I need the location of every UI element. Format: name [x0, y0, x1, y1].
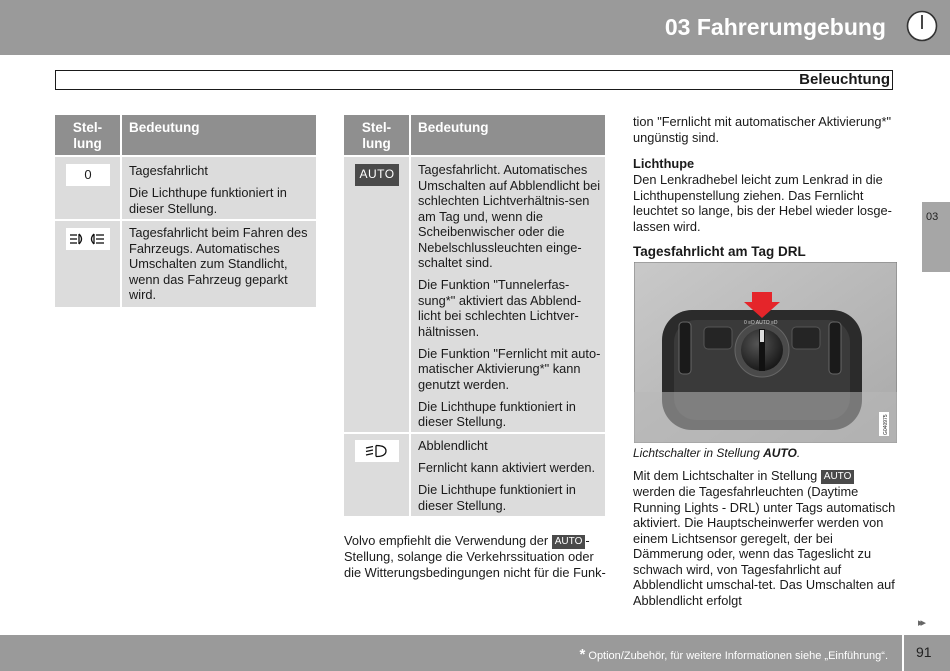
table-mid-header-meaning: [411, 115, 605, 155]
chapter-tab-label: 03: [926, 211, 939, 223]
auto-badge: AUTO: [552, 535, 586, 549]
header-label: Stel- lung: [72, 120, 103, 151]
lichthupe-text: Den Lenkradhebel leicht zum Lenkrad in die Lichthupenstellung ziehen. Das Fernlicht leuchtet so lange, bis der Hebel wieder losge-lassen wird.: [633, 172, 892, 234]
row-text: Tagesfahrlicht. Automatisches Umschalten auf Abblendlicht bei schlechten Lichtverhältnis-sen am Tag und, wenn die Scheibenwischer oder die Nebelschlussleuchten einge-schaltet sind.: [418, 162, 601, 270]
footnote: * Option/Zubehör, für weitere Informationen siehe „Einführung“.: [579, 646, 888, 663]
table-row: [55, 157, 120, 219]
table-left-header-position: [55, 115, 120, 155]
next-page-arrow-icon[interactable]: ▸▸: [918, 617, 924, 629]
row-text: Fernlicht kann aktiviert werden.: [418, 460, 596, 475]
table-row: [411, 157, 605, 432]
table-row: [122, 157, 316, 219]
row-text: Tagesfahrlicht: [129, 163, 208, 178]
header-label: Stel- lung: [361, 120, 392, 151]
chapter-title: 03 Fahrerumgebung: [664, 14, 886, 40]
compass-icon: [906, 10, 938, 42]
header-label: Bedeutung: [129, 120, 200, 135]
recommendation-text: Volvo empfiehlt die Verwendung der AUTO -Stellung, solange die Verkehrssituation oder die Witterungsbedingungen nicht für die Funk-: [344, 533, 606, 580]
svg-text:0 ≡D AUTO ≡D: 0 ≡D AUTO ≡D: [744, 320, 778, 326]
table-row: [55, 221, 120, 307]
photo-code: G040975: [883, 414, 889, 435]
low-beam-icon: [355, 440, 399, 462]
table-row: [344, 157, 409, 432]
drl-body-text: Mit dem Lichtschalter in Stellung AUTO werden die Tagesfahrleuchten (Daytime Running Lights - DRL) unter Tags automatisch aktiviert. Die Hauptscheinwerfer werden von einem Lichtsensor geregelt, der bei Dämmerung oder, wenn das Tageslicht zu schwach wird, von Tagesfahrlicht auf Abblendlicht umschal-tet. Das Umschalten auf Abblendlicht erfolgt: [633, 468, 896, 608]
page-number-box: [902, 635, 950, 671]
chapter-tab[interactable]: [922, 202, 950, 272]
row-text: Die Funktion "Tunnelerfas-sung*" aktiviert das Abblend-licht bei schlechten Lichtver-hältnissen.: [418, 277, 582, 339]
section-title: Beleuchtung: [799, 71, 890, 88]
auto-symbol: AUTO: [355, 164, 399, 186]
photo-caption: Lichtschalter in Stellung AUTO.: [633, 446, 801, 460]
section-frame: [55, 70, 893, 90]
lichthupe-heading: Lichthupe: [633, 156, 695, 171]
row-text: Die Lichthupe funktioniert in dieser Stellung.: [418, 398, 576, 429]
page-number: 91: [916, 644, 932, 660]
table-mid-header-position: [344, 115, 409, 155]
position-zero-symbol: 0: [66, 164, 110, 186]
table-left-header-meaning: [122, 115, 316, 155]
parking-light-icon: [66, 228, 110, 250]
row-text: Abblendlicht: [418, 438, 488, 453]
row-text: Die Lichthupe funktioniert in dieser Stellung.: [129, 185, 287, 216]
auto-badge: AUTO: [821, 470, 855, 484]
table-row: [411, 434, 605, 516]
continued-text: tion "Fernlicht mit automatischer Aktivierung*" ungünstig sind.: [633, 114, 892, 145]
table-row: [122, 221, 316, 307]
row-text: Tagesfahrlicht beim Fahren des Fahrzeugs. Automatisches Umschalten zum Standlicht, wenn das Fahrzeug geparkt wird.: [129, 225, 308, 302]
drl-heading: Tagesfahrlicht am Tag DRL: [633, 244, 806, 259]
row-text: Die Funktion "Fernlicht mit auto-matischer Aktivierung*" kann genutzt werden.: [418, 345, 601, 392]
table-row: [344, 434, 409, 516]
light-switch-photo: [634, 262, 897, 443]
row-text: Die Lichthupe funktioniert in dieser Stellung.: [418, 482, 576, 513]
header-label: Bedeutung: [418, 120, 489, 135]
